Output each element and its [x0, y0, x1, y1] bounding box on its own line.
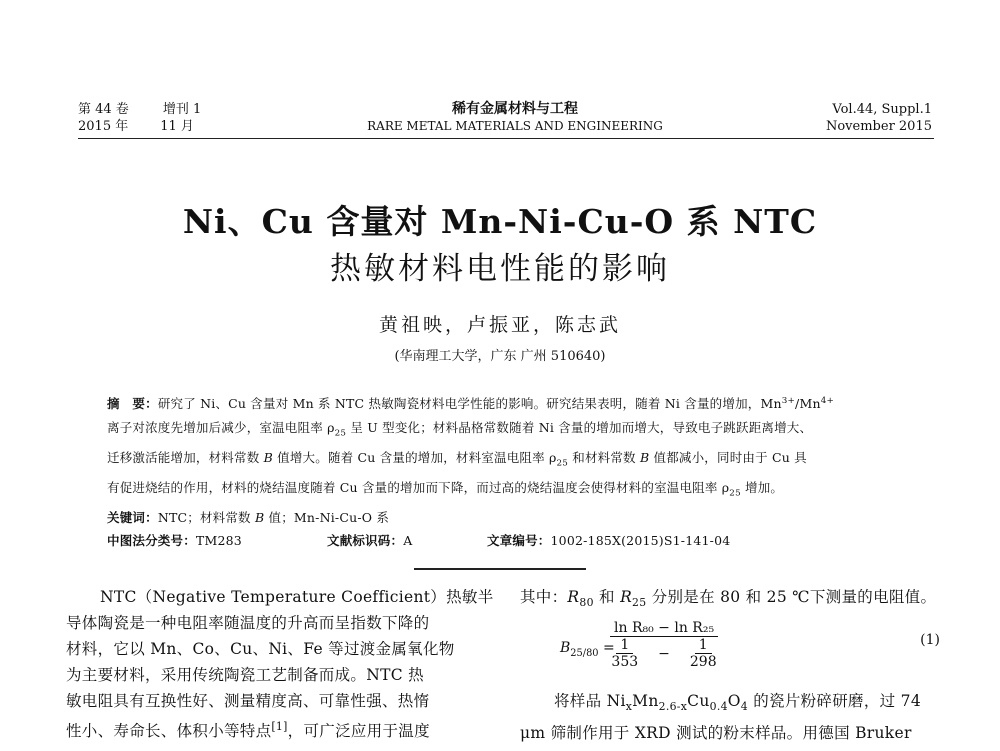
right-column: 其中：$R_{80}$ 和 $R_{25}$ 分别是在 80 和 25 ℃下测量的电阻值。 — [520, 588, 937, 610]
header-left — [78, 101, 201, 135]
header-right — [826, 101, 932, 135]
abstract-line-1: 摘 要：研究了 Ni、Cu 含量对 Mn 系 NTC 热敏陶瓷材料电学性能的影响。研究结果表明，随着 Ni 含量的增加，$Mn^{3+}/Mn^{4+}$ — [107, 396, 835, 412]
abstract-divider — [414, 568, 586, 570]
title-line-1: Ni、Cu 含量对 Mn-Ni-Cu-O 系 NTC — [182, 202, 818, 241]
date-en: November 2015 — [825, 119, 932, 134]
right-column-cont: 将样品 $Ni_xMn_{2.6-x}Cu_{0.4}O_4$ 的瓷片粉碎研磨，过 74 μm 筛制作用于 XRD 测试的粉末样品。用德国 Bruker — [520, 692, 921, 743]
doc-value: A — [403, 533, 413, 549]
article-value: 1002-185X(2015)S1-141-04 — [550, 533, 731, 549]
abstract-label: 摘 要： — [107, 396, 158, 412]
abstract-line-3: 迁移激活能增加，材料常数 B 值增大。随着 Cu 含量的增加，材料室温电阻率 $\rho_{25}$ 和材料常数 B 值都减小，同时由于 Cu 具 — [107, 449, 807, 469]
title-line-2: 热敏材料电性能的影响 — [330, 251, 670, 287]
journal-cn: 稀有金属材料与工程 — [452, 101, 578, 117]
clc-value: TM283 — [195, 533, 242, 549]
month-cn: 11 月 — [160, 119, 194, 134]
affiliation: (华南理工大学，广东 广州 510640) — [394, 349, 606, 364]
abstract — [107, 390, 937, 553]
abstract-line-4: 有促进烧结的作用，材料的烧结温度随着 Cu 含量的增加而下降，而过高的烧结温度会使得材料的室温电阻率 $\rho_{25}$ 增加。 — [107, 479, 784, 499]
journal-en: RARE METAL MATERIALS AND ENGINEERING — [367, 119, 663, 133]
header-center — [330, 101, 700, 135]
volume-cn: 第 44 卷 — [78, 102, 129, 117]
suppl-cn: 增刊 1 — [162, 102, 202, 117]
year-cn: 2015 年 — [78, 119, 129, 134]
keywords-label: 关键词： — [107, 509, 158, 525]
header-rule — [78, 138, 934, 139]
authors: 黄祖映，卢振亚，陈志武 — [378, 314, 621, 336]
classification-row: 中图法分类号：TM283 文献标识码：A 文章编号：1002-185X(2015)S1-141-04 — [107, 533, 731, 549]
keywords: 关键词：NTC；材料常数 B 值；Mn-Ni-Cu-O 系 — [107, 509, 390, 525]
equation-label: (1) — [920, 632, 940, 648]
equation-1: $B_{25/80}$ = ln R₈₀ − ln R₂₅ $\frac{1}{353}$ − $\frac{1}{298}$ (1) — [560, 620, 940, 670]
abstract-line-2: 离子对浓度先增加后减少，室温电阻率 $\rho_{25}$ 呈 U 型变化；材料晶格常数随着 Ni 含量的增加而增大，导致电子跳跃距离增大、 — [107, 419, 813, 439]
volume-en: Vol.44, Suppl.1 — [832, 102, 932, 117]
left-column: NTC（Negative Temperature Coefficient）热敏半 导体陶瓷是一种电阻率随温度的升高而呈指数下降的 材料，它以 Mn、Co、Cu、Ni、Fe 等过渡金属氧化物 为主要材料，采用传统陶瓷工艺制备而成。NTC 热 敏电阻具有互换性好、测量精度高、可靠性强、热惰 性小、寿命长、体积小等特点[1]，可广泛应用于温度 — [66, 588, 494, 741]
